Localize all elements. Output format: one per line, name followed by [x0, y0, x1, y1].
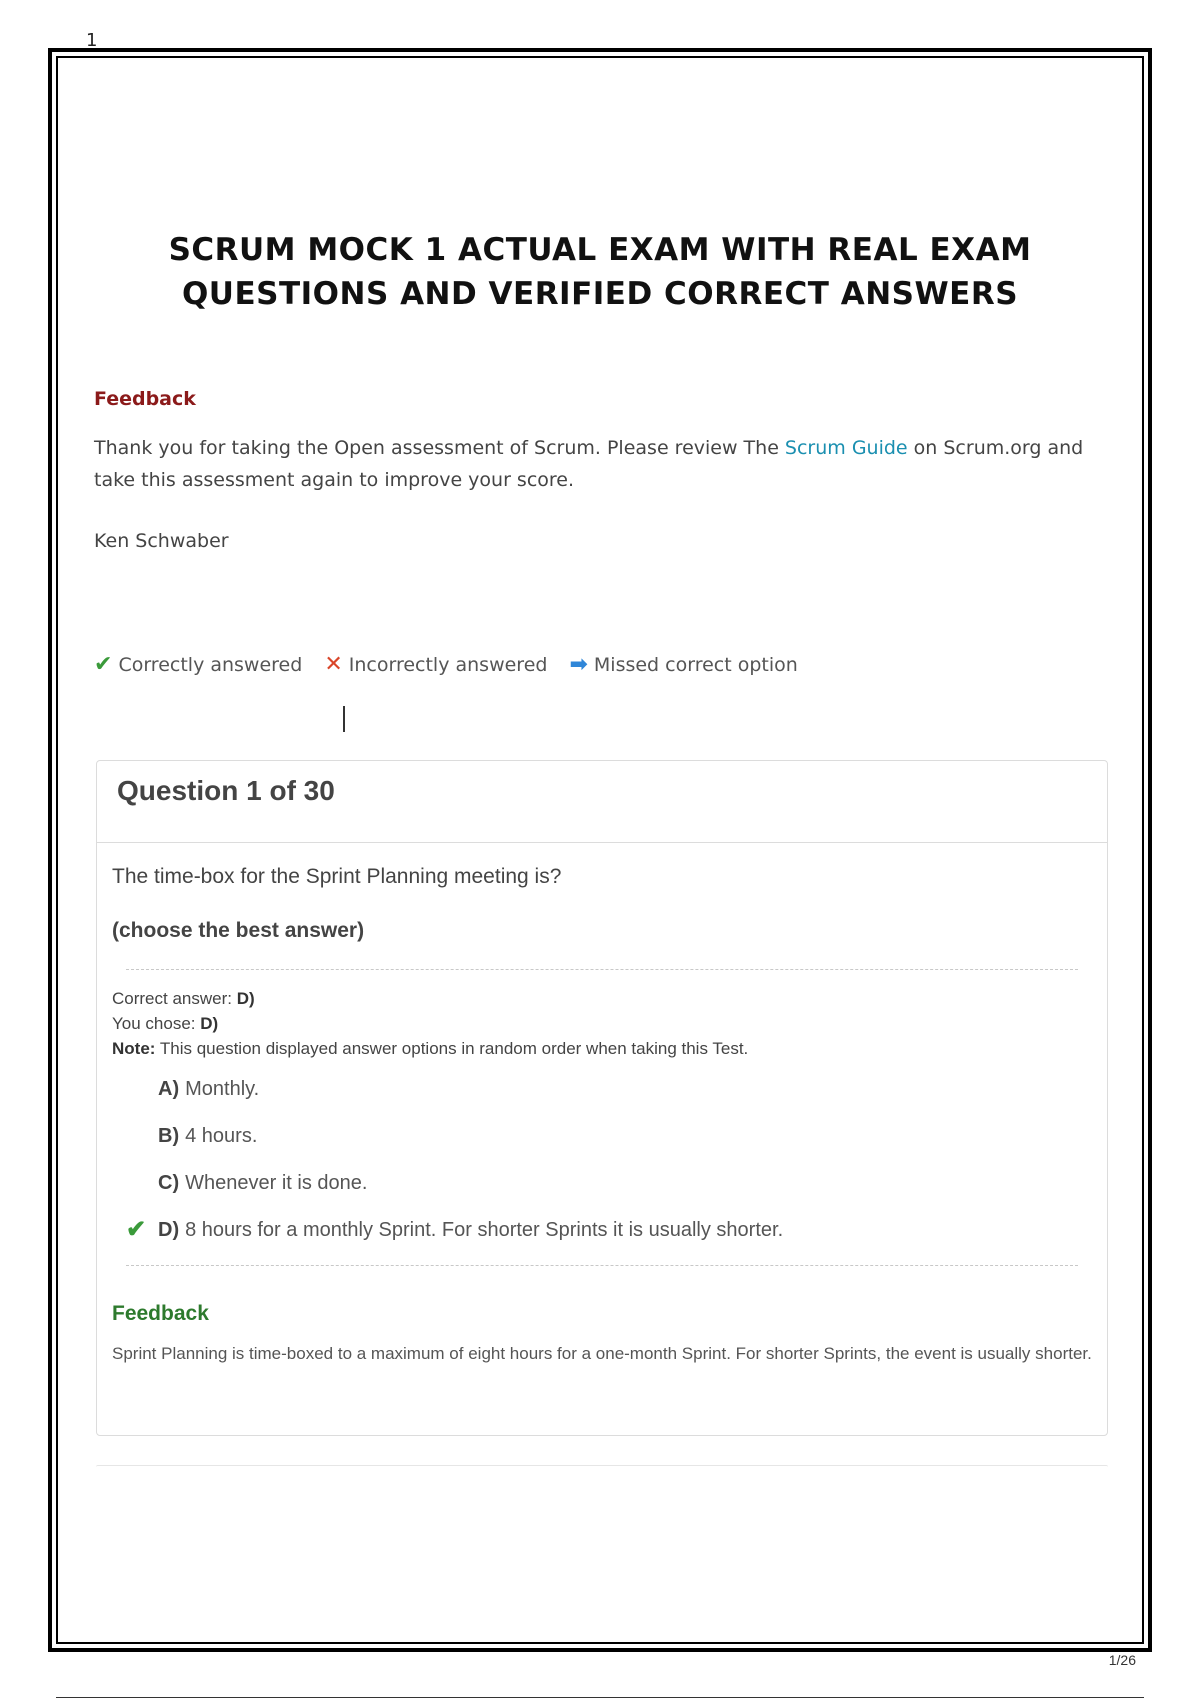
answer-options	[112, 1077, 1092, 1265]
feedback-author: Ken Schwaber	[94, 530, 229, 552]
note-label: Note:	[112, 1039, 156, 1058]
divider	[126, 1265, 1078, 1266]
option-letter: C)	[158, 1172, 180, 1194]
arrow-right-icon: ➡	[569, 652, 588, 677]
option-text: 4 hours.	[185, 1125, 258, 1147]
legend-missed-label: Missed correct option	[593, 653, 798, 676]
legend-correct	[94, 652, 302, 677]
question-feedback-heading: Feedback	[112, 1302, 209, 1325]
feedback-text-end: on Scrum.org and take this assessment again to improve your score.	[94, 437, 1084, 491]
question-header	[97, 761, 1107, 843]
text-cursor	[343, 706, 345, 732]
question-body	[97, 843, 1107, 1384]
cross-icon: ✕	[324, 652, 343, 677]
note-line	[112, 1036, 1092, 1061]
you-chose-line	[112, 1011, 1092, 1036]
page-number-top: 1	[86, 30, 98, 51]
option-letter: B)	[158, 1125, 180, 1147]
correct-answer-label: Correct answer:	[112, 989, 237, 1008]
correct-answer-line	[112, 986, 1092, 1011]
question-number: Question 1 of 30	[117, 775, 335, 806]
you-chose-label: You chose:	[112, 1014, 201, 1033]
question-hint: (choose the best answer)	[112, 919, 365, 942]
legend-incorrect-label: Incorrectly answered	[348, 653, 548, 676]
option-letter: A)	[158, 1078, 180, 1100]
option-letter: D)	[158, 1219, 180, 1241]
legend-incorrect	[324, 652, 547, 677]
feedback-text-start: Thank you for taking the Open assessment of Scrum. Please review The	[94, 437, 785, 459]
correct-answer-value: D)	[236, 989, 255, 1008]
legend-correct-label: Correctly answered	[118, 653, 303, 676]
next-question-card-edge	[96, 1465, 1108, 1469]
feedback-text	[94, 432, 1114, 496]
page-count: 1/26	[1108, 1652, 1136, 1668]
question-feedback-text: Sprint Planning is time-boxed to a maximum of eight hours for a one-month Sprint. For shorter Sprints, the event is usually shorter.	[112, 1344, 1092, 1363]
check-icon: ✔	[126, 1216, 147, 1243]
option-text: 8 hours for a monthly Sprint. For shorter Sprints it is usually shorter.	[185, 1219, 784, 1241]
bottom-rule	[56, 1697, 1144, 1698]
option-d	[112, 1218, 1092, 1265]
check-icon: ✔	[94, 652, 113, 677]
divider	[126, 969, 1078, 970]
option-b	[112, 1124, 1092, 1171]
answer-summary	[112, 986, 1092, 1061]
scrum-guide-link[interactable]: Scrum Guide	[784, 437, 908, 459]
answer-legend	[94, 652, 820, 677]
option-a	[112, 1077, 1092, 1124]
note-text: This question displayed answer options in random order when taking this Test.	[155, 1039, 749, 1058]
option-c	[112, 1171, 1092, 1218]
question-card	[96, 760, 1108, 1436]
feedback-heading: Feedback	[94, 388, 196, 410]
question-text: The time-box for the Sprint Planning meeting is?	[112, 865, 562, 888]
legend-missed	[569, 652, 797, 677]
option-text: Monthly.	[185, 1078, 260, 1100]
document-title: SCRUM MOCK 1 ACTUAL EXAM WITH REAL EXAM QUESTIONS AND VERIFIED CORRECT ANSWERS	[168, 232, 1032, 312]
you-chose-value: D)	[200, 1014, 219, 1033]
option-text: Whenever it is done.	[185, 1172, 368, 1194]
